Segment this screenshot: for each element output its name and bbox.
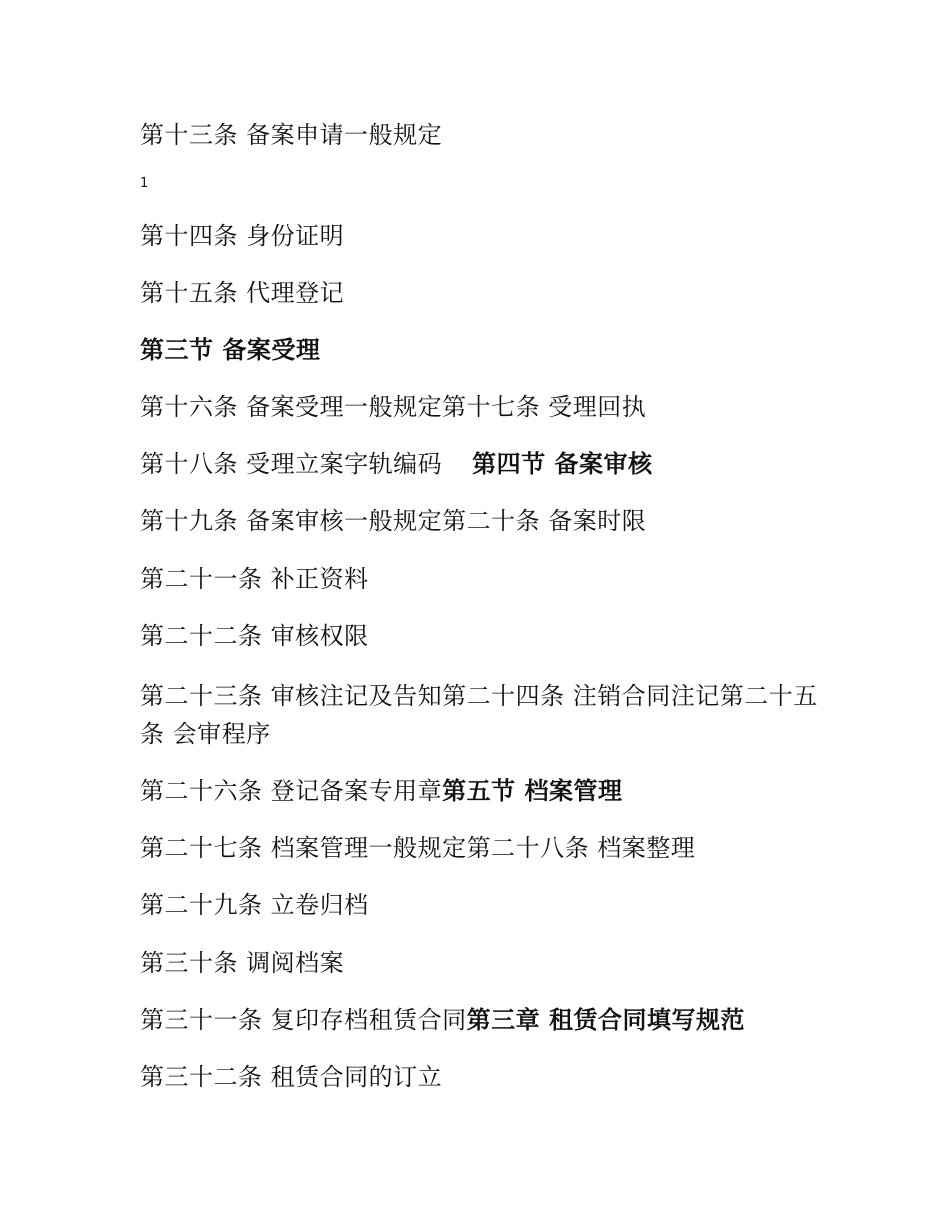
articles-16-17-text: 第十六条 备案受理一般规定第十七条 受理回执: [140, 393, 647, 421]
article-26-with-section-5: [140, 775, 623, 807]
articles-23-25-text: 第二十三条 审核注记及告知第二十四条 注销合同注记第二十五条 会审程序: [140, 682, 818, 748]
article-18-text: 第十八条 受理立案字轨编码: [140, 450, 443, 478]
section-4-heading: 第四节 备案审核: [472, 450, 653, 478]
article-30-text: 第三十条 调阅档案: [140, 949, 345, 977]
section-3-heading: [140, 334, 320, 366]
articles-19-20: [140, 505, 646, 537]
article-31-text: 第三十一条 复印存档租赁合同: [140, 1006, 467, 1034]
article-14: [140, 220, 344, 252]
article-26-text: 第二十六条 登记备案专用章: [140, 777, 443, 805]
article-22-text: 第二十二条 审核权限: [140, 622, 369, 650]
section-3-heading-text: 第三节 备案受理: [140, 336, 321, 364]
articles-19-20-text: 第十九条 备案审核一般规定第二十条 备案时限: [140, 507, 647, 535]
article-21-text: 第二十一条 补正资料: [140, 565, 369, 593]
article-22: [140, 620, 369, 652]
footnote-text: 1: [140, 176, 149, 191]
article-15: [140, 277, 344, 309]
article-32-text: 第三十二条 租赁合同的订立: [140, 1063, 443, 1091]
articles-16-17: [140, 391, 646, 423]
article-13-text: 第十三条 备案申请一般规定: [140, 121, 443, 149]
footnote-number: [140, 176, 148, 192]
articles-27-28-text: 第二十七条 档案管理一般规定第二十八条 档案整理: [140, 834, 696, 862]
articles-27-28: [140, 832, 695, 864]
article-18-with-section-4: [140, 448, 653, 480]
article-30: [140, 947, 344, 979]
article-13: [140, 119, 442, 151]
chapter-3-heading: 第三章 租赁合同填写规范: [466, 1006, 745, 1034]
article-29: [140, 889, 369, 921]
article-29-text: 第二十九条 立卷归档: [140, 891, 369, 919]
article-15-text: 第十五条 代理登记: [140, 279, 345, 307]
article-14-text: 第十四条 身份证明: [140, 222, 345, 250]
articles-23-25: [140, 677, 820, 753]
article-32: [140, 1061, 442, 1093]
article-21: [140, 563, 369, 595]
section-5-heading: 第五节 档案管理: [442, 777, 623, 805]
article-31-with-chapter-3: [140, 1004, 745, 1036]
